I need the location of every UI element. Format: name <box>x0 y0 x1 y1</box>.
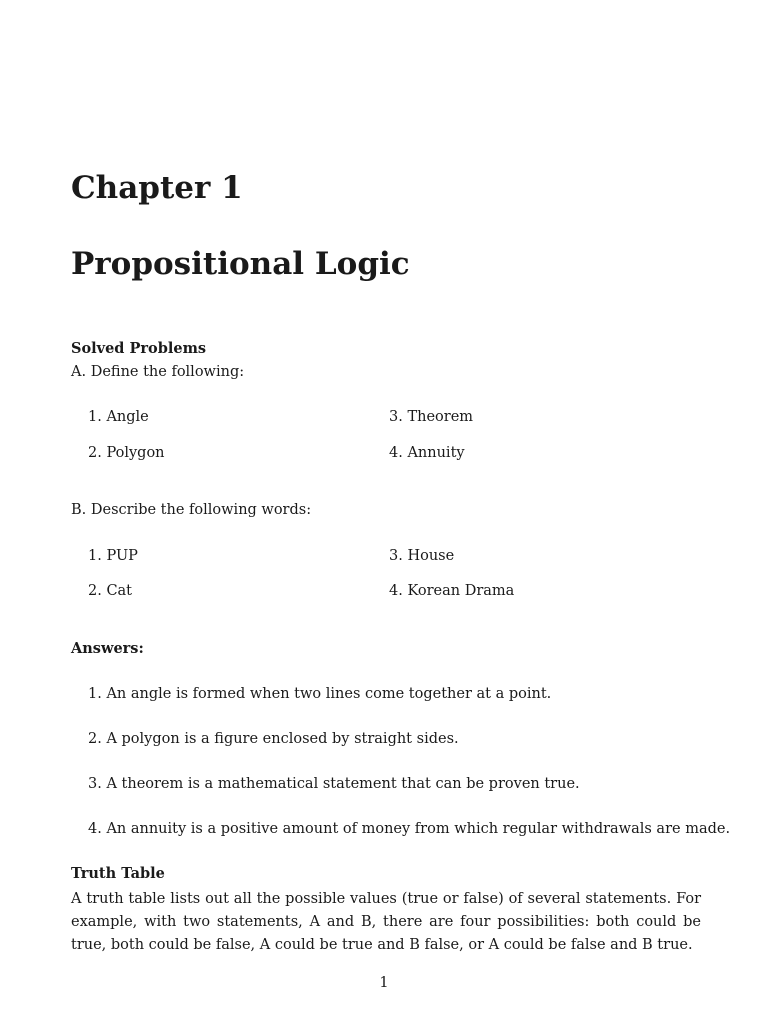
paragraph-text: A truth table lists out all the possible values (true or false) of several statements. For example, with two statements, A and B, there are four possibilities: both could be true, both could be false, A could be true and B false, or A could be false and B true. <box>71 891 701 953</box>
list-item: 1. PUP <box>88 548 138 564</box>
list-item: 2. Cat <box>88 583 133 599</box>
answer-item: 1. An angle is formed when two lines come together at a point. <box>88 686 552 702</box>
answers-heading: Answers: <box>71 640 144 657</box>
solved-problems-heading: Solved Problems <box>71 340 207 357</box>
section-b-prompt: B. Describe the following words: <box>71 502 312 518</box>
chapter-label: Chapter 1 <box>71 170 243 206</box>
list-item: 3. House <box>389 548 455 564</box>
list-item: 4. Annuity <box>389 445 465 461</box>
chapter-title: Propositional Logic <box>71 246 410 282</box>
list-item: 3. Theorem <box>389 409 474 425</box>
truth-table-paragraph <box>71 888 701 957</box>
answer-item: 2. A polygon is a figure enclosed by straight sides. <box>88 731 459 747</box>
section-a-prompt: A. Define the following: <box>71 364 245 380</box>
list-item: 1. Angle <box>88 409 149 425</box>
answer-item: 3. A theorem is a mathematical statement that can be proven true. <box>88 776 580 792</box>
truth-table-heading: Truth Table <box>71 865 165 882</box>
list-item: 4. Korean Drama <box>389 583 515 599</box>
answer-item: 4. An annuity is a positive amount of money from which regular withdrawals are made. <box>88 821 731 837</box>
list-item: 2. Polygon <box>88 445 165 461</box>
page-number: 1 <box>379 975 389 991</box>
